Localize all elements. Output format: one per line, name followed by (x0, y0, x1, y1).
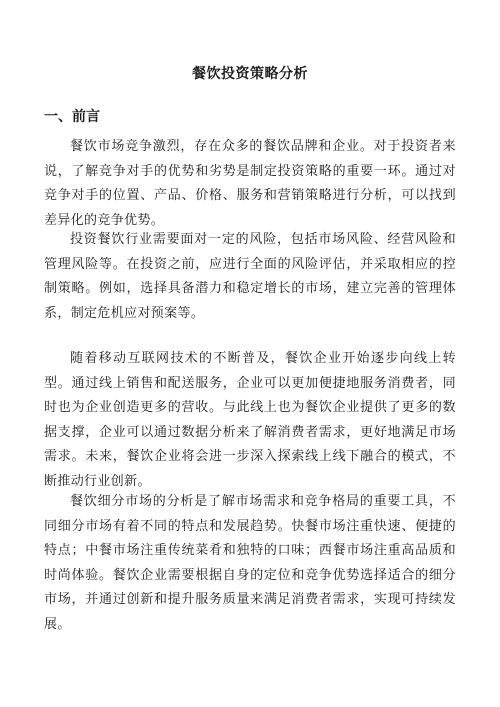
paragraph-competition: 餐饮市场竞争激烈，存在众多的餐饮品牌和企业。对于投资者来说，了解竞争对手的优势和劣势是制定投资策略的重要一环。通过对竞争对手的位置、产品、价格、服务和营销策略进行分析，可以找到差异化的竞争优势。 (44, 139, 456, 228)
section-heading: 一、前言 (44, 109, 100, 125)
paragraph-online-transformation: 随着移动互联网技术的不断普及，餐饮企业开始逐步向线上转型。通过线上销售和配送服务，企业可以更加便捷地服务消费者，同时也为企业创造更多的营收。与此线上也为餐饮企业提供了更多的数据支撑，企业可以通过数据分析来了解消费者需求，更好地满足市场需求。未来，餐饮企业将会进一步深入探索线上线下融合的模式，不断推动行业创新。 (44, 351, 456, 489)
document-title: 餐饮投资策略分析 (192, 66, 308, 82)
paragraph-risk: 投资餐饮行业需要面对一定的风险，包括市场风险、经营风险和管理风险等。在投资之前，应进行全面的风险评估，并采取相应的控制策略。例如，选择具备潜力和稳定增长的市场，建立完善的管理体系，制定危机应对预案等。 (44, 232, 456, 321)
paragraph-market-segments: 餐饮细分市场的分析是了解市场需求和竞争格局的重要工具，不同细分市场有着不同的特点和发展趋势。快餐市场注重快速、便捷的特点；中餐市场注重传统菜肴和独特的口味；西餐市场注重高品质和时尚体验。餐饮企业需要根据自身的定位和竞争优势选择适合的细分市场，并通过创新和提升服务质量来满足消费者需求，实现可持续发展。 (44, 494, 456, 632)
